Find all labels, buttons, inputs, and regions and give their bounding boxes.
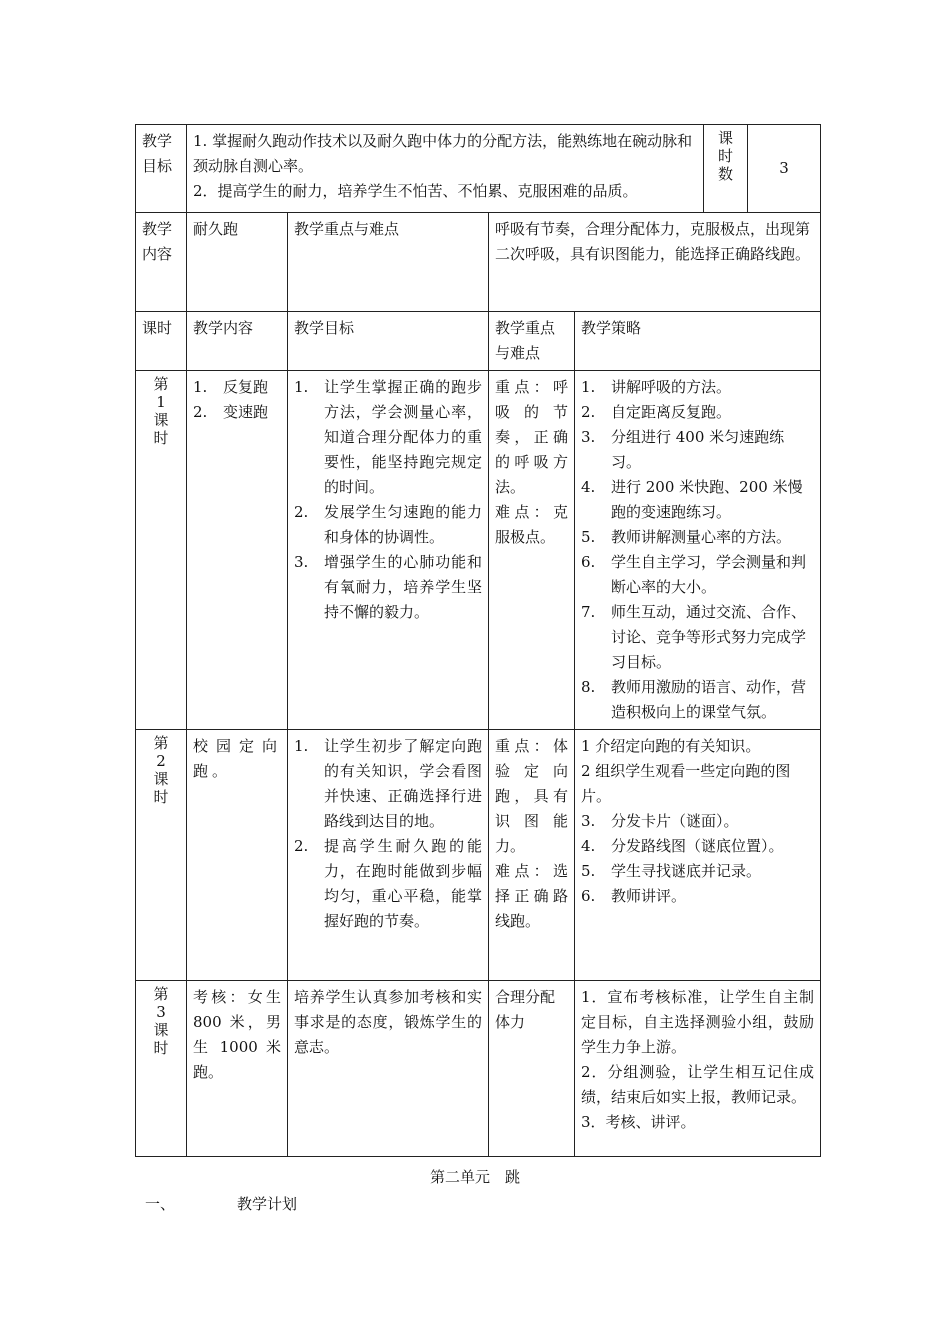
lesson-3-key: 合理分配体力	[489, 981, 575, 1157]
objectives-label: 教学 目标	[136, 125, 187, 213]
hours-label: 课 时 数	[704, 125, 748, 213]
lesson-2-label: 第 2 课 时	[136, 730, 187, 981]
lesson-plan-table	[135, 124, 821, 1157]
lesson-2-goals	[288, 730, 489, 981]
list-item: 1. 让学生初步了解定向跑的有关知识，学会看图并快速、正确选择行进路线到达目的地。	[294, 737, 482, 830]
lesson-1-row	[136, 371, 821, 730]
list-item: 6. 学生自主学习，学会测量和判断心率的大小。	[581, 553, 807, 596]
content-value: 耐久跑	[187, 213, 288, 312]
unit-title: 第二单元 跳	[429, 1168, 520, 1186]
lesson-1-label: 第 1 课 时	[136, 371, 187, 730]
lesson-1-key: 重点：呼吸的节奏，正确的呼吸方法。 难点：克服极点。	[489, 371, 575, 730]
lesson-2-strategy: 1 介绍定向跑的有关知识。 2 组织学生观看一些定向跑的图片。 3. 分发卡片（谜面）。 4. 分发路线图（谜底位置）。 5. 学生寻找谜底并记录。 6. 教师讲评。	[575, 730, 821, 981]
header-key: 教学重点 与难点	[489, 312, 575, 371]
header-lesson: 课时	[136, 312, 187, 371]
header-goals: 教学目标	[288, 312, 489, 371]
lesson-3-goals: 培养学生认真参加考核和实事求是的态度，锻炼学生的意志。	[288, 981, 489, 1157]
key-points-text: 呼吸有节奏，合理分配体力，克服极点，出现第二次呼吸，具有识图能力，能选择正确路线跑。	[489, 213, 821, 312]
list-item: 1. 让学生掌握正确的跑步方法，学会测量心率，知道合理分配体力的重要性，能坚持跑完规定的时间。	[294, 378, 482, 496]
list-item: 4. 分发路线图（谜底位置）。	[581, 837, 784, 855]
content-label: 教学 内容	[136, 213, 187, 312]
lesson-3-content: 考核：女生 800 米，男生 1000 米跑。	[187, 981, 288, 1157]
list-item: 5. 教师讲解测量心率的方法。	[581, 528, 792, 546]
header-content: 教学内容	[187, 312, 288, 371]
list-item: 3. 分发卡片（谜面）。	[581, 812, 739, 830]
header-strategy: 教学策略	[575, 312, 821, 371]
list-item: 7. 师生互动，通过交流、合作、讨论、竞争等形式努力完成学习目标。	[581, 603, 807, 671]
list-item: 2. 提高学生耐久跑的能力，在跑时能做到步幅均匀，重心平稳，能掌握好跑的节奏。	[294, 837, 482, 930]
lesson-1-strategy	[575, 371, 821, 730]
list-item: 8. 教师用激励的语言、动作，营造积极向上的课堂气氛。	[581, 678, 807, 721]
hours-value: 3	[748, 125, 821, 213]
objectives-row	[136, 125, 821, 213]
objectives-text: 1. 掌握耐久跑动作技术以及耐久跑中体力的分配方法，能熟练地在碗动脉和颈动脉自测心率。 2．提高学生的耐力，培养学生不怕苦、不怕累、克服困难的品质。	[187, 125, 704, 213]
lesson-3-strategy: 1．宣布考核标准，让学生自主制定目标，自主选择测验小组，鼓励学生力争上游。 2．分组测验，让学生相互记住成绩，结束后如实上报，教师记录。 3．考核、讲评。	[575, 981, 821, 1157]
list-item: 3. 分组进行 400 米匀速跑练习。	[581, 428, 785, 471]
list-item: 5. 学生寻找谜底并记录。	[581, 862, 762, 880]
key-points-label: 教学重点与难点	[288, 213, 489, 312]
list-item: 2. 自定距离反复跑。	[581, 403, 732, 421]
list-item: 1. 反复跑	[193, 378, 269, 396]
list-item: 6. 教师讲评。	[581, 887, 687, 905]
list-item: 4. 进行 200 米快跑、200 米慢跑的变速跑练习。	[581, 478, 803, 521]
lesson-2-row	[136, 730, 821, 981]
lesson-2-key: 重点：体验定向跑，具有识图能力。 难点：选择正确路线跑。	[489, 730, 575, 981]
list-item: 3. 增强学生的心肺功能和有氧耐力，培养学生坚持不懈的毅力。	[294, 553, 482, 621]
list-item: 2. 发展学生匀速跑的能力和身体的协调性。	[294, 503, 482, 546]
lesson-1-goals	[288, 371, 489, 730]
list-item: 2. 变速跑	[193, 403, 269, 421]
header-row	[136, 312, 821, 371]
lesson-3-row	[136, 981, 821, 1157]
lesson-1-content	[187, 371, 288, 730]
lesson-3-label: 第 3 课 时	[136, 981, 187, 1157]
content-row	[136, 213, 821, 312]
plan-heading: 一、 教学计划	[145, 1195, 298, 1213]
lesson-2-content: 校园定向跑。	[187, 730, 288, 981]
list-item: 1. 讲解呼吸的方法。	[581, 378, 732, 396]
